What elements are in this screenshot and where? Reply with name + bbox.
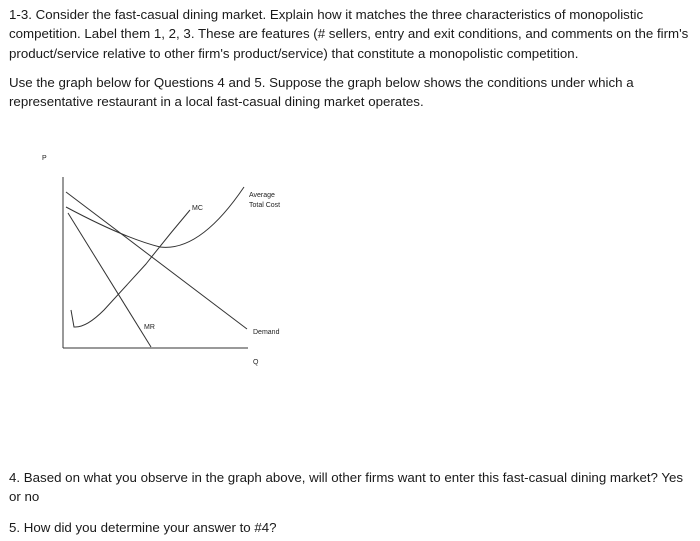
y-axis-label: P — [42, 155, 47, 162]
graph-intro-text: Use the graph below for Questions 4 and 5. Suppose the graph below shows the conditions under which a representative restaurant in a local fast-casual dining market operates. — [9, 75, 634, 110]
mr-label: MR — [144, 324, 155, 331]
atc-label-line1: Average — [249, 192, 275, 199]
demand-curve — [66, 192, 247, 329]
question-4: 4. Based on what you observe in the graph above, will other firms want to enter this fast-casual dining market? Yes or no — [9, 470, 684, 505]
marginal-revenue-curve — [68, 213, 151, 347]
x-axis-label: Q — [253, 359, 259, 366]
demand-label: Demand — [253, 329, 280, 336]
average-total-cost-curve — [66, 187, 244, 247]
question-1-3: 1-3. Consider the fast-casual dining market. Explain how it matches the three characteristics of monopolistic competition. Label them 1, 2, 3. These are features (# sellers, entry and exit conditions, and comments on the firm's product/service relative to other firm's product/service) that constitute a monopolistic competition. — [9, 7, 689, 61]
marginal-cost-curve — [71, 210, 190, 327]
mc-label: MC — [192, 205, 203, 212]
atc-label-line2: Total Cost — [249, 202, 281, 209]
question-5: 5. How did you determine your answer to #4? — [9, 520, 277, 535]
